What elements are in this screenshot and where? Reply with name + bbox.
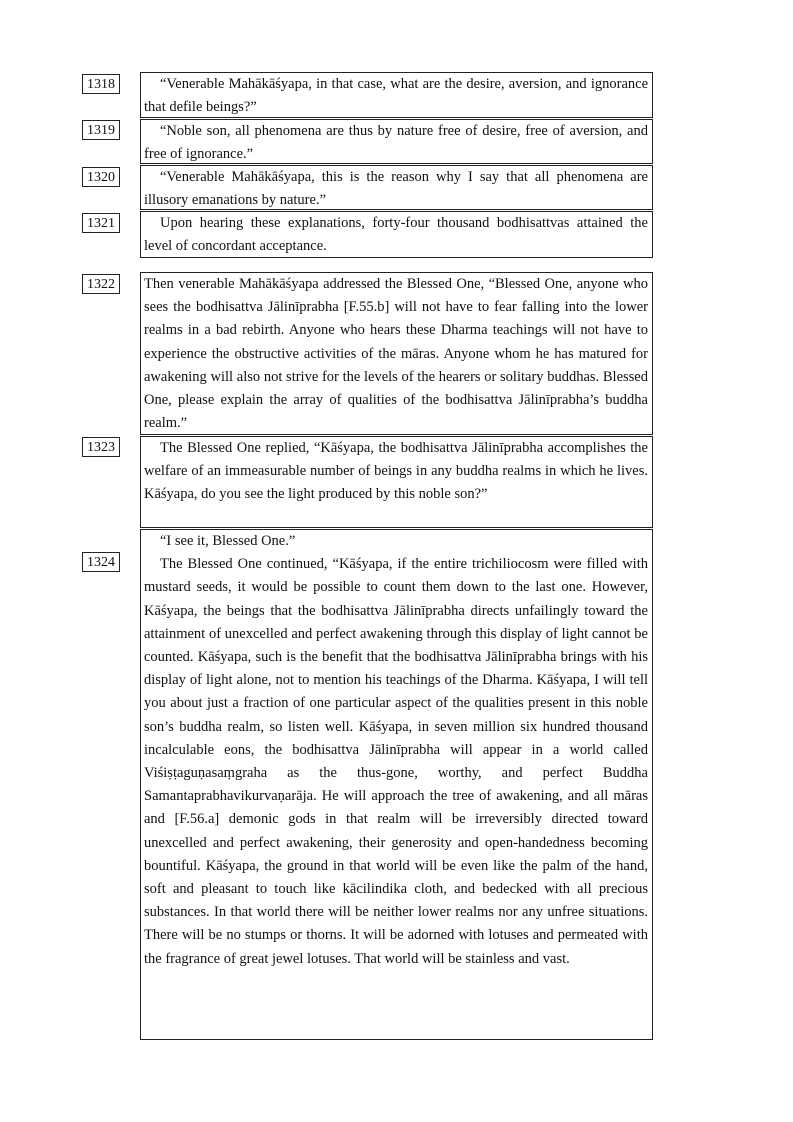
passage-text-1323: The Blessed One replied, “Kāśyapa, the bodhisattva Jālinīprabha accomplishes the welfare of an immeasurable number of beings in any buddha realms in which he lives. Kāśyapa, do you see the light produced by this noble son?”	[144, 440, 648, 503]
passage-box-1323	[140, 436, 653, 528]
passage-box-1321	[140, 211, 653, 258]
passage-text-1322: Then venerable Mahākāśyapa addressed the Blessed One, “Blessed One, anyone who sees the bodhisattva Jālinīprabha [F.55.b] will not have to fear falling into the lower realms in a bad rebirth. Anyone who hears these Dharma teachings will not have to experience the obstructive activities of the māras. Anyone whom he has matured for awakening will also not strive for the levels of the hearers or solitary buddhas. Blessed One, please explain the array of qualities of the bodhisattva Jālinīprabha’s buddha realm.”	[144, 276, 648, 432]
passage-text-1319: “Noble son, all phenomena are thus by nature free of desire, free of aversion, and free of ignorance.”	[144, 123, 648, 163]
passage-number-1318: 1318	[82, 74, 120, 94]
passage-box-1320	[140, 165, 653, 210]
passage-number-1322: 1322	[82, 274, 120, 294]
passage-text-1324: The Blessed One continued, “Kāśyapa, if the entire trichiliocosm were filled with mustard seeds, it would be possible to count them down to the last one. However, Kāśyapa, the beings that the bodhisattva Jālinīprabha directs unfailingly toward the attainment of unexcelled and perfect awakening through this display of light cannot be counted. Kāśyapa, such is the benefit that the bodhisattva Jālinīprabha brings with his display of light alone, not to mention his teachings of the Dharma. Kāśyapa, I will tell you about just a fraction of one particular aspect of the qualities present in this noble son’s buddha realm, so listen well. Kāśyapa, in seven million six hundred thousand incalculable eons, the bodhisattva Jālinīprabha will appear in a world called Viśiṣṭaguṇasaṃgraha as the thus-gone, worthy, and perfect Buddha Samantaprabhavikurvaṇarāja. He will approach the tree of awakening, and all māras and [F.56.a] demonic gods in that realm will be irreversibly directed toward unexcelled and perfect awakening, their generosity and open-handedness becoming bountiful. Kāśyapa, the ground in that world will be even like the palm of the hand, soft and pleasant to touch like kācilindika cloth, and bedecked with all precious substances. In that world there will be neither lower realms nor any unfree situations. There will be no stumps or thorns. It will be adorned with lotuses and permeated with the fragrance of great jewel lotuses. That world will be stainless and vast.	[144, 556, 648, 967]
passage-box-1319	[140, 119, 653, 164]
reply-text: “I see it, Blessed One.”	[160, 533, 296, 549]
passage-number-1321: 1321	[82, 213, 120, 233]
passage-box-1324	[140, 529, 653, 1040]
passage-box-1318	[140, 72, 653, 118]
passage-text-1320: “Venerable Mahākāśyapa, this is the reason why I say that all phenomena are illusory emanations by nature.”	[144, 169, 648, 209]
passage-text-1321: Upon hearing these explanations, forty-four thousand bodhisattvas attained the level of concordant acceptance.	[144, 215, 648, 255]
passage-text-1318: “Venerable Mahākāśyapa, in that case, what are the desire, aversion, and ignorance that defile beings?”	[144, 76, 648, 116]
passage-number-1323: 1323	[82, 437, 120, 457]
passage-number-1324: 1324	[82, 552, 120, 572]
passage-box-1322	[140, 272, 653, 435]
passage-number-1319: 1319	[82, 120, 120, 140]
passage-number-1320: 1320	[82, 167, 120, 187]
